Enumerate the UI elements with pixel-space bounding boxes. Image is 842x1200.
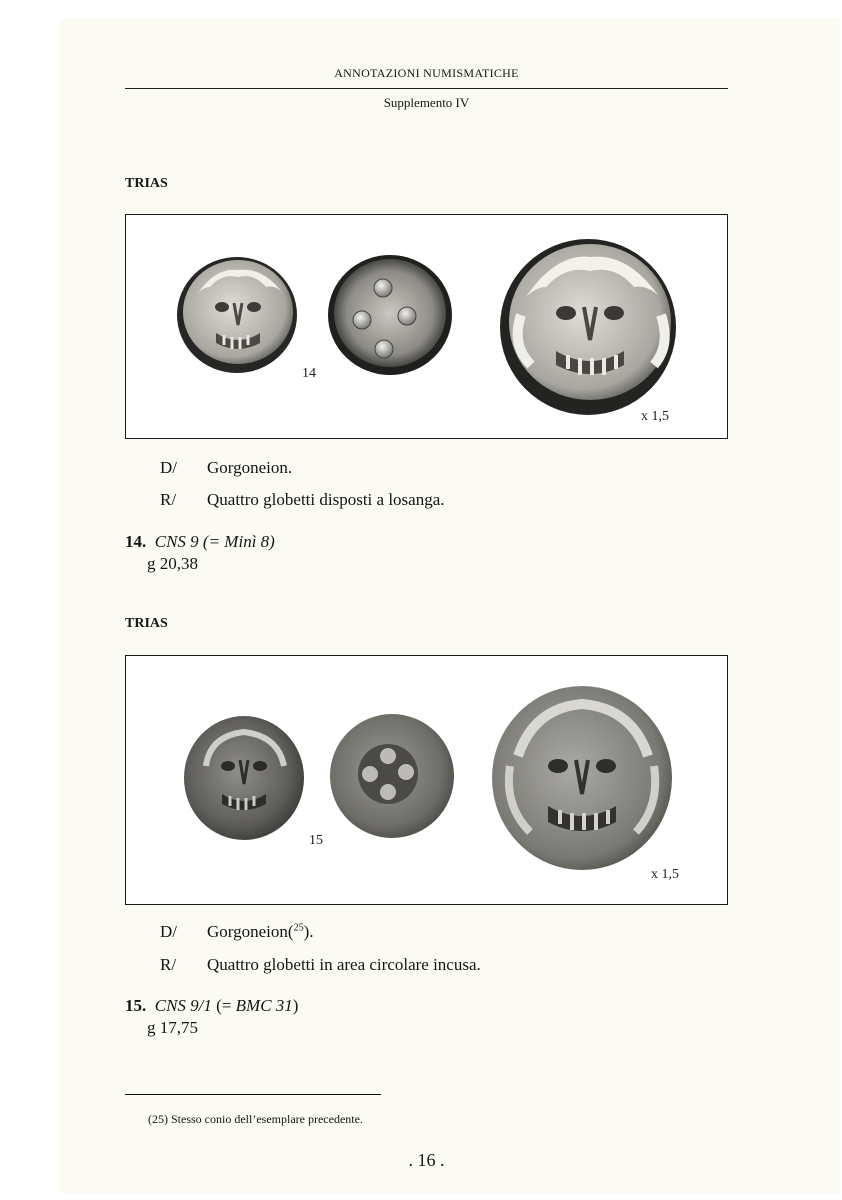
footnote-text: Stesso conio dell’esemplare precedente. [171, 1112, 363, 1126]
footnote-reference: 25 [293, 922, 304, 934]
entry-number: 15 [125, 996, 142, 1015]
reverse-text: Quattro globetti disposti a losanga. [207, 490, 445, 509]
reverse-description [160, 490, 445, 510]
scale-label: x 1,5 [651, 867, 679, 882]
coin-15-obverse [184, 716, 304, 840]
coin-photographs [126, 215, 727, 438]
obverse-description: D/ Gorgoneion($^{25}$). [160, 922, 314, 941]
obverse-text: Gorgoneion. [207, 458, 293, 477]
coin-number-label: 14 [302, 366, 316, 381]
coin-14-obverse-enlarged [500, 239, 676, 415]
running-header-title: ANNOTAZIONI NUMISMATICHE [334, 66, 519, 80]
footnote: (25) Stesso conio dell’esemplare precedente. [148, 1112, 363, 1126]
reverse-text: Quattro globetti in area circolare incusa. [207, 955, 481, 974]
reverse-label: R/ [160, 955, 177, 974]
coin-14-reverse [328, 255, 452, 375]
coin-15-obverse-enlarged [492, 686, 672, 870]
running-header-subtitle: Supplemento IV [383, 95, 470, 110]
coin-plate [125, 655, 728, 905]
reverse-label: R/ [160, 490, 177, 509]
catalog-entry: 14. CNS 9 (= Minì 8) g 20,38 [125, 532, 275, 573]
catalog-entry: 15. CNS 9/1 (= BMC 31) g 17,75 [125, 996, 299, 1037]
coin-14-obverse [177, 257, 297, 373]
entry-weight: g 20,38 [147, 554, 198, 573]
coin-plate [125, 214, 728, 439]
reverse-description [160, 955, 481, 975]
entry-reference: CNS 9 (= Minì 8) [154, 532, 275, 551]
entry-number: 14 [125, 532, 142, 551]
coin-number-label: 15 [309, 833, 323, 848]
entry-weight: g 17,75 [147, 1018, 198, 1037]
section-title: TRIAS [125, 176, 168, 191]
entry-reference-secondary: BMC 31 [235, 996, 293, 1015]
coin-photographs [126, 656, 727, 904]
entry-reference: CNS 9/1 [154, 996, 212, 1015]
header-rule [125, 88, 728, 89]
page-number: . 16 . [408, 1150, 445, 1170]
footnote-rule [125, 1094, 381, 1095]
section-title: TRIAS [125, 616, 168, 631]
obverse-text: Gorgoneion [207, 922, 288, 941]
obverse-label: D/ [160, 458, 177, 477]
footnote-number: 25 [152, 1112, 164, 1126]
scale-label: x 1,5 [641, 409, 669, 424]
obverse-description [160, 458, 292, 478]
obverse-label: D/ [160, 922, 177, 941]
coin-15-reverse [330, 714, 454, 838]
